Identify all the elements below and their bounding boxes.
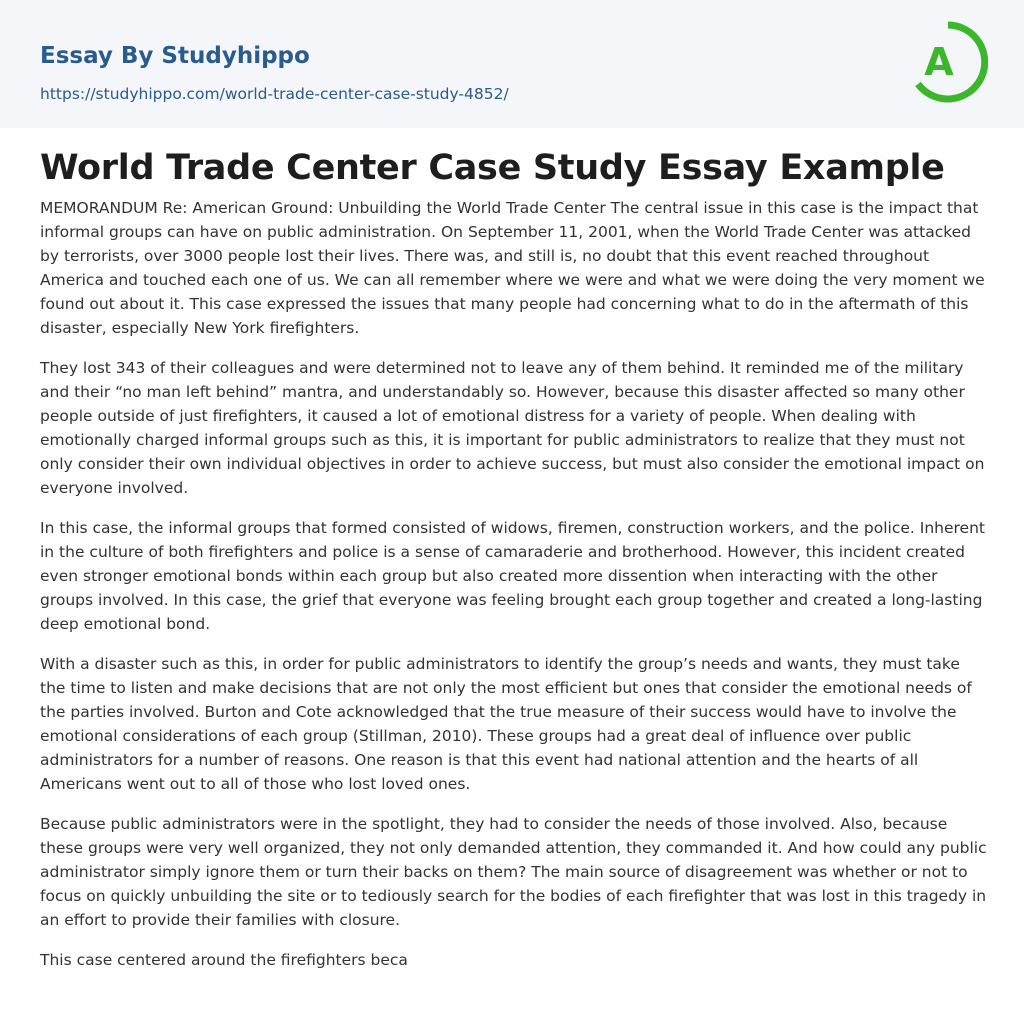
studyhippo-logo-icon[interactable] <box>908 19 988 105</box>
article-paragraph: With a disaster such as this, in order for public administrators to identify the group’s needs and wants, they must take the time to listen and make decisions that are not only the most efficient but ones that consider the emotional needs of the parties involved. Burton and Cote acknowledged that the true measure of their success would have to involve the emotional considerations of each group (Stillman, 2010). These groups had a great deal of influence over public administrators for a number of reasons. One reason is that this event had national attention and the hearts of all Americans went out to all of those who lost loved ones. <box>40 655 972 793</box>
site-header <box>0 0 1024 128</box>
article-paragraph: In this case, the informal groups that formed consisted of widows, firemen, construction workers, and the police. Inherent in the culture of both firefighters and police is a sense of camaraderie and brotherhood. However, this incident created even stronger emotional bonds within each group but also created more dissention when interacting with the other groups involved. In this case, the grief that everyone was feeling brought each group together and created a long-lasting deep emotional bond. <box>40 519 985 633</box>
article <box>40 140 990 988</box>
article-paragraph-truncated: This case centered around the firefighters beca <box>40 951 408 969</box>
source-url-link[interactable]: https://studyhippo.com/world-trade-center-case-study-4852/ <box>40 85 509 103</box>
article-paragraph: Because public administrators were in the spotlight, they had to consider the needs of those involved. Also, because these groups were very well organized, they not only demanded attention, they commanded it. And how could any public administrator simply ignore them or turn their backs on them? The main source of disagreement was whether or not to focus on quickly unbuilding the site or to tediously search for the bodies of each firefighter that was lost in this tragedy in an effort to provide their families with closure. <box>40 815 987 929</box>
article-paragraph: MEMORANDUM Re: American Ground: Unbuilding the World Trade Center The central issue in this case is the impact that informal groups can have on public administration. On September 11, 2001, when the World Trade Center was attacked by terrorists, over 3000 people lost their lives. There was, and still is, no doubt that this event reached throughout America and touched each one of us. We can all remember where we were and what we were doing the very moment we found out about it. This case expressed the issues that many people had concerning what to do in the aftermath of this disaster, especially New York firefighters. <box>40 199 985 337</box>
logo-letter: A <box>924 40 954 84</box>
article-paragraph: They lost 343 of their colleagues and were determined not to leave any of them behind. It reminded me of the military and their “no man left behind” mantra, and understandably so. However, because this disaster affected so many other people outside of just firefighters, it caused a lot of emotional distress for a variety of people. When dealing with emotionally charged informal groups such as this, it is important for public administrators to realize that they must not only consider their own individual objectives in order to achieve success, but must also consider the emotional impact on everyone involved. <box>40 359 985 497</box>
site-brand[interactable]: Essay By Studyhippo <box>40 43 310 69</box>
article-title: World Trade Center Case Study Essay Example <box>40 148 945 188</box>
